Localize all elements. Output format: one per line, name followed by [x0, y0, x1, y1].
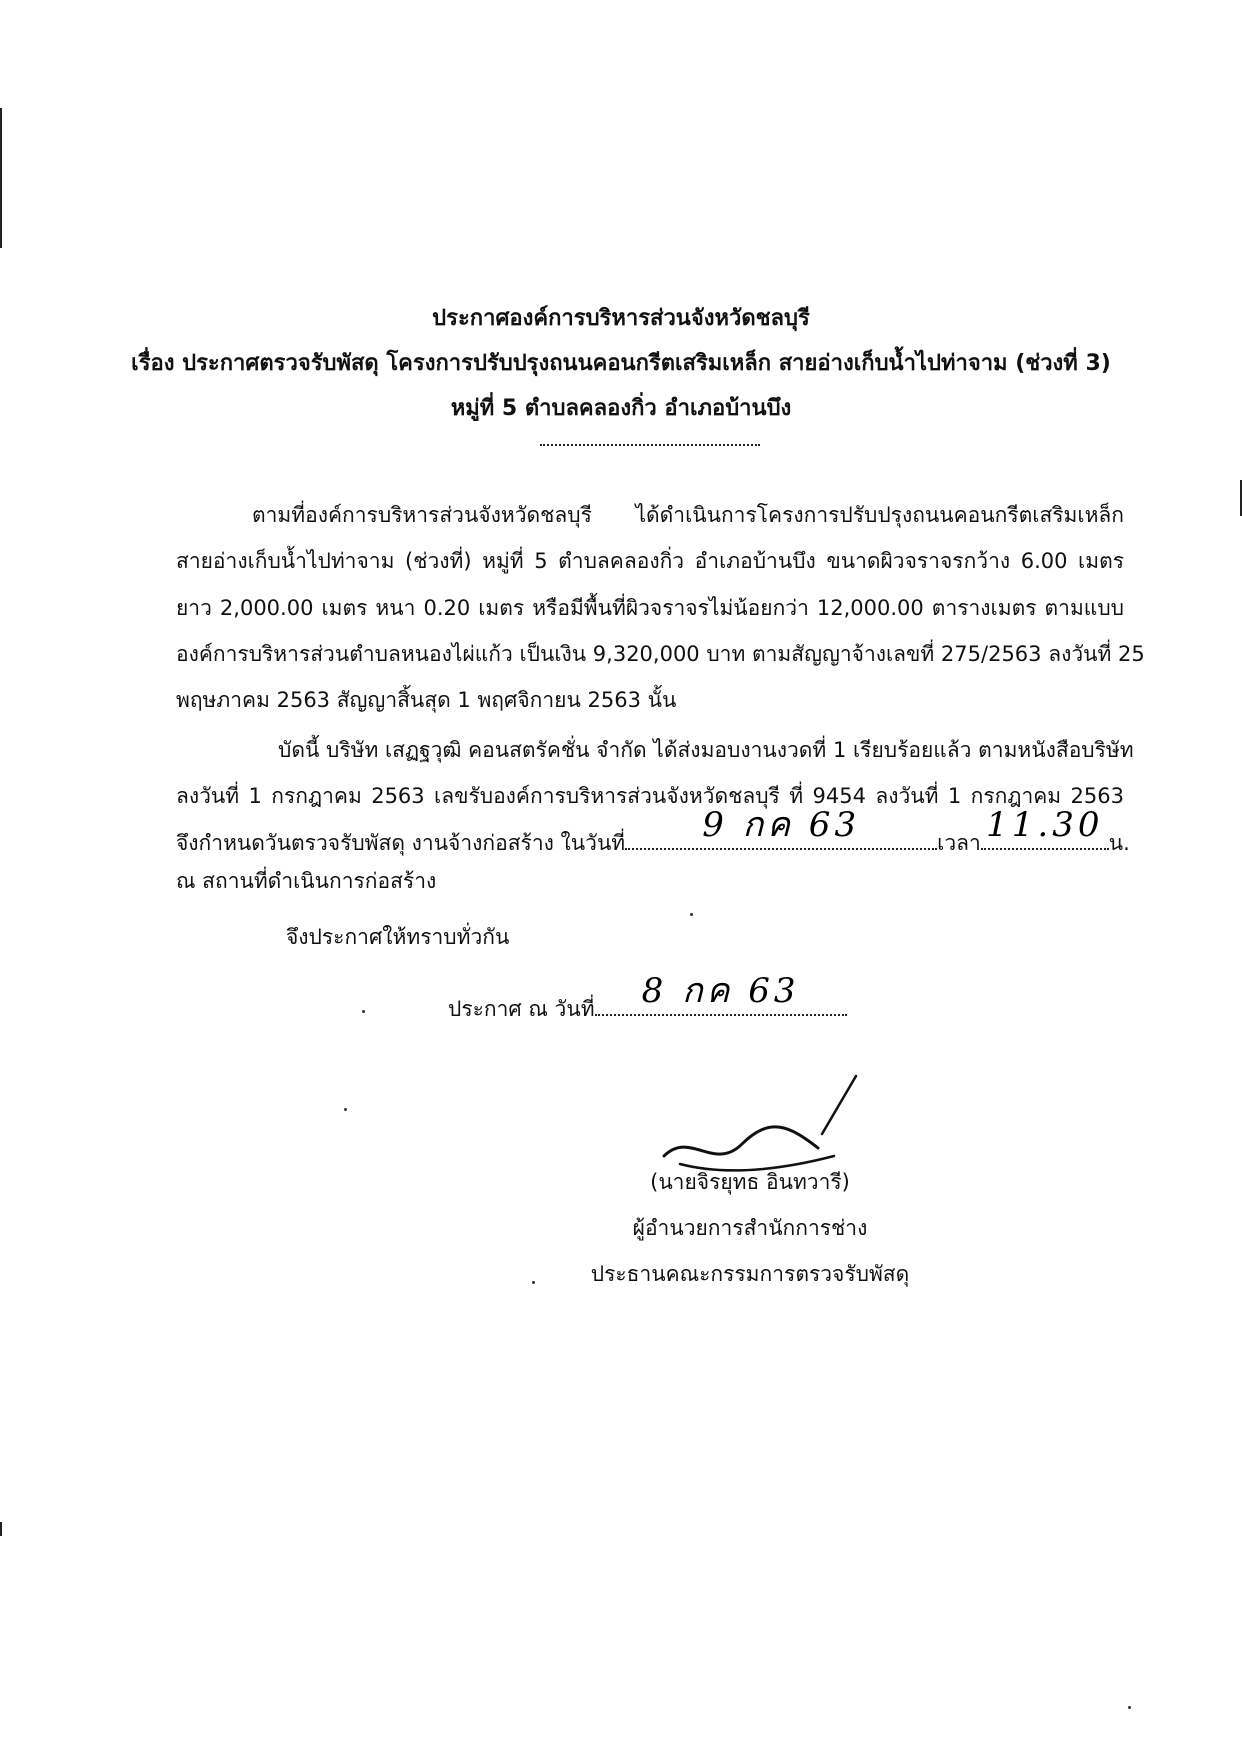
para1-line-5: พฤษภาคม 2563 สัญญาสิ้นสุด 1 พฤศจิกายน 2563 นั้น — [176, 688, 677, 712]
para2-line-1: บัดนี้ บริษัท เสฏฐวุฒิ คอนสตรัคชั่น จำกัด ได้ส่งมอบงานงวดที่ 1 เรียบร้อยแล้ว ตามหนังสือบริษัท — [278, 738, 1134, 762]
signatory-position: ผู้อำนวยการสำนักการช่าง — [632, 1216, 868, 1240]
inspection-time-handwritten: 11.30 — [986, 805, 1104, 845]
para1-line-1: ตามที่องค์การบริหารส่วนจังหวัดชลบุรี ได้ดำเนินการโครงการปรับปรุงถนนคอนกรีตเสริมเหล็ก — [252, 503, 1124, 527]
scan-speck — [1128, 1706, 1131, 1709]
inspection-time-blank — [981, 805, 1109, 850]
announcement-date-line — [448, 971, 847, 1024]
scan-speck — [532, 1281, 535, 1284]
announcement-date-blank — [595, 971, 847, 1016]
para1-line-4: องค์การบริหารส่วนตำบลหนองไผ่แก้ว เป็นเงิน 9,320,000 บาท ตามสัญญาจ้างเลขที่ 275/2563 ลงวันที่ 25 — [176, 642, 1145, 666]
inspection-date-blank — [625, 805, 937, 850]
announcement-title: ประกาศองค์การบริหารส่วนจังหวัดชลบุรี — [432, 306, 810, 331]
time-suffix: น. — [1108, 831, 1130, 855]
scan-speck — [690, 913, 693, 916]
para2-line-2: ลงวันที่ 1 กรกฎาคม 2563 เลขรับองค์การบริหารส่วนจังหวัดชลบุรี ที่ 9454 ลงวันที่ 1 กรกฎาคม 2563 — [176, 784, 1124, 808]
inspection-date-handwritten: 9 กค 63 — [702, 805, 861, 845]
scan-edge-mark — [0, 1522, 2, 1536]
emblem-space — [560, 100, 760, 290]
closing-statement: จึงประกาศให้ทราบทั่วกัน — [286, 925, 510, 949]
heading-divider — [540, 444, 760, 446]
announcement-date-handwritten: 8 กค 63 — [641, 971, 800, 1011]
para1-line-3: ยาว 2,000.00 เมตร หนา 0.20 เมตร หรือมีพื้นที่ผิวจราจรไม่น้อยกว่า 12,000.00 ตารางเมตร ตามแบบ — [176, 596, 1124, 620]
time-label: เวลา — [937, 831, 981, 855]
scan-speck — [344, 1108, 347, 1111]
scan-edge-mark — [0, 108, 2, 248]
announcement-subject: เรื่อง ประกาศตรวจรับพัสดุ โครงการปรับปรุงถนนคอนกรีตเสริมเหล็ก สายอ่างเก็บน้ำไปท่าจาม (ช่วงที่ 3) — [131, 351, 1111, 376]
announcement-date-label: ประกาศ ณ วันที่ — [448, 997, 595, 1021]
para1-line-2: สายอ่างเก็บน้ำไปท่าจาม (ช่วงที่) หมู่ที่ 5 ตำบลคลองกิ่ว อำเภอบ้านบึง ขนาดผิวจราจรกว้าง 6.00 เมตร — [176, 549, 1124, 573]
inspection-line — [176, 805, 1130, 858]
inspection-prefix: จึงกำหนดวันตรวจรับพัสดุ งานจ้างก่อสร้าง ในวันที่ — [176, 831, 626, 855]
inspection-place: ณ สถานที่ดำเนินการก่อสร้าง — [176, 869, 437, 893]
signatory-name: (นายจิรยุทธ อินทวารี) — [650, 1170, 850, 1194]
announcement-location: หมู่ที่ 5 ตำบลคลองกิ่ว อำเภอบ้านบึง — [450, 396, 792, 421]
scan-speck — [362, 1010, 365, 1013]
signatory-role: ประธานคณะกรรมการตรวจรับพัสดุ — [590, 1262, 910, 1286]
